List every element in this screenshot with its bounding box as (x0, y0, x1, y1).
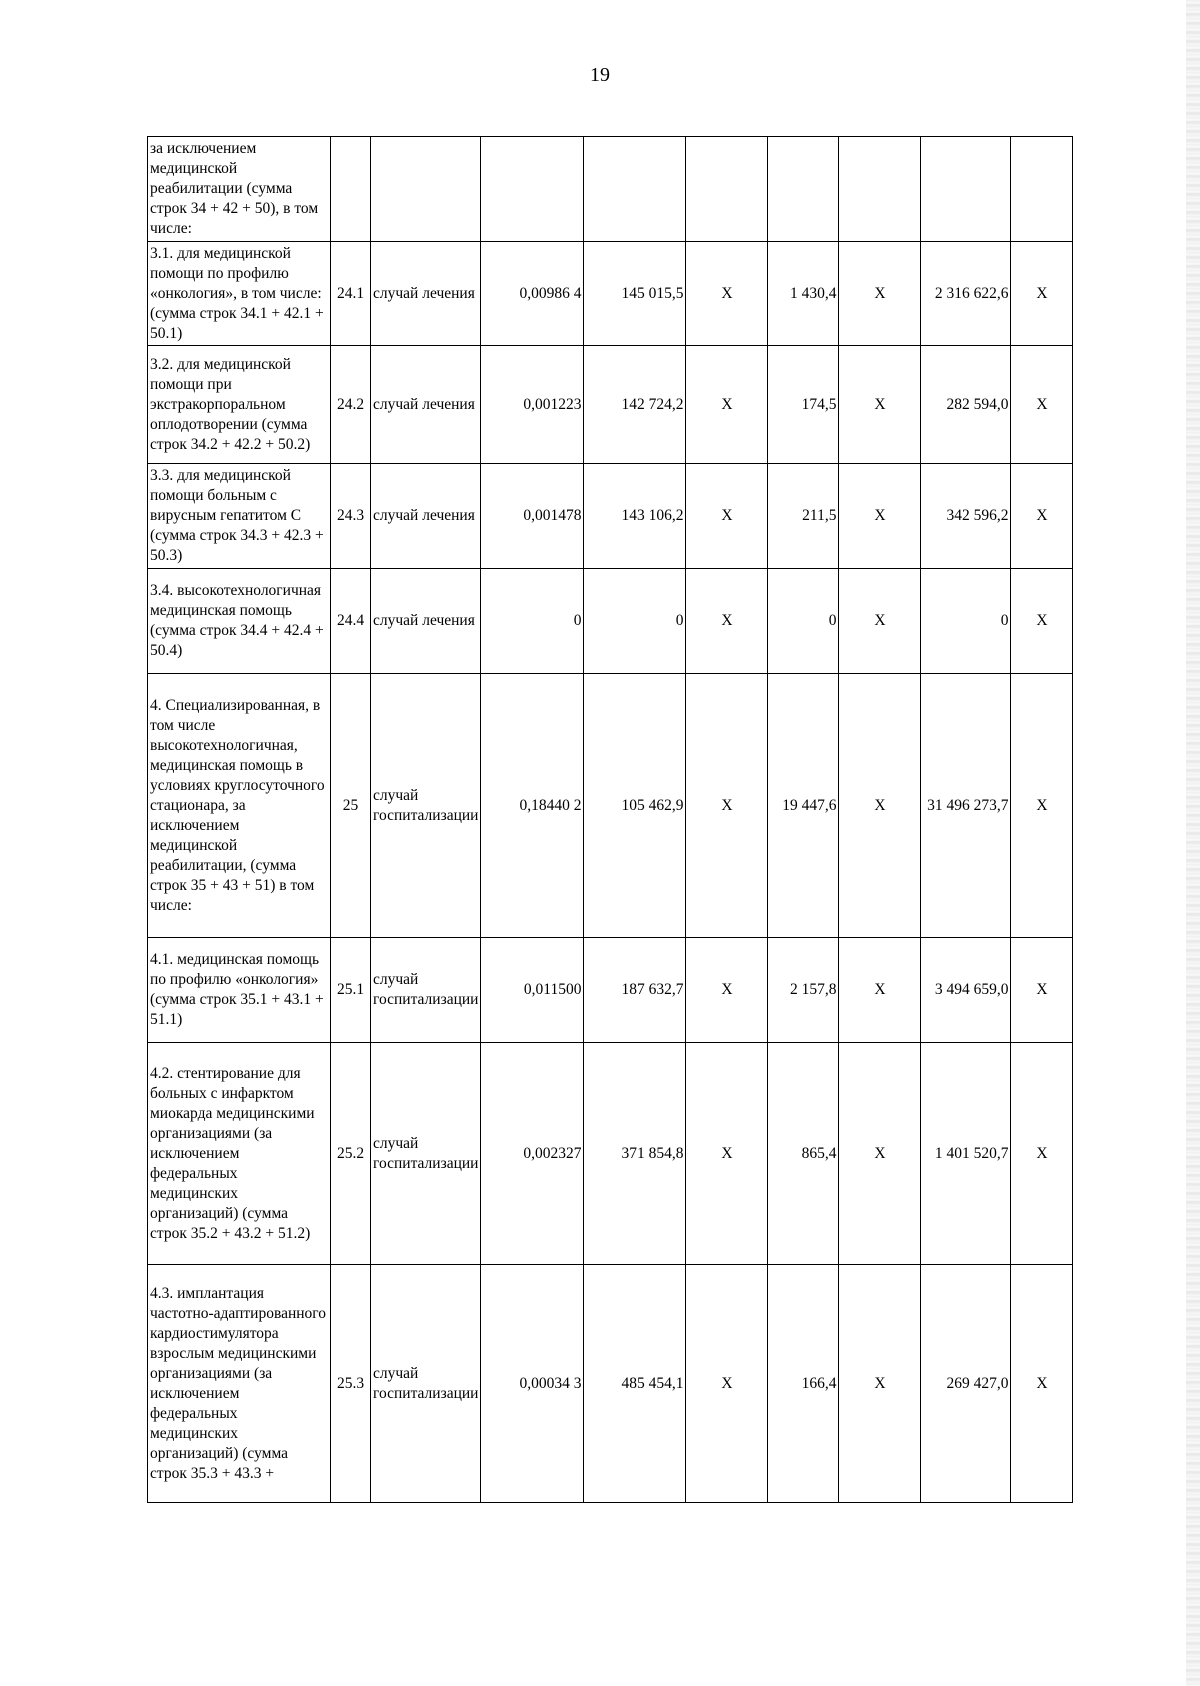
row-cost-cell: 145 015,5 (584, 242, 686, 346)
row-cost-cell: 187 632,7 (584, 938, 686, 1043)
table-row (148, 346, 1073, 464)
row-x1-cell: X (686, 1043, 768, 1265)
row-volume-cell: 1 430,4 (768, 242, 839, 346)
row-x1-cell: X (686, 938, 768, 1043)
table-row (148, 137, 1073, 242)
row-volume-cell (768, 137, 839, 242)
table-body (148, 137, 1073, 1503)
row-x3-cell: X (1011, 674, 1073, 938)
row-name-cell: 3.4. высокотехнологичная медицинская помощь (сумма строк 34.4 + 42.4 + 50.4) (148, 569, 331, 674)
row-x2-cell: X (839, 242, 921, 346)
row-name-cell: 3.1. для медицинской помощи по профилю «онкология», в том числе: (сумма строк 34.1 + 42.1 + 50.1) (148, 242, 331, 346)
row-x2-cell: X (839, 346, 921, 464)
row-code-cell: 24.4 (331, 569, 371, 674)
row-cost-cell: 142 724,2 (584, 346, 686, 464)
row-norm-cell: 0,001478 (481, 464, 584, 569)
row-x2-cell: X (839, 674, 921, 938)
row-total-cell: 1 401 520,7 (921, 1043, 1011, 1265)
row-x3-cell: X (1011, 464, 1073, 569)
row-name-cell: 3.2. для медицинской помощи при экстракорпоральном оплодотворении (сумма строк 34.2 + 42.2 + 50.2) (148, 346, 331, 464)
row-unit-cell: случай госпитализации (371, 1043, 481, 1265)
row-x1-cell (686, 137, 768, 242)
row-unit-cell: случай госпитализации (371, 938, 481, 1043)
row-norm-cell: 0,011500 (481, 938, 584, 1043)
table-row (148, 242, 1073, 346)
row-x1-cell: X (686, 346, 768, 464)
row-name-cell: 4. Специализированная, в том числе высокотехнологичная, медицинская помощь в условиях круглосуточного стационара, за исключением медицинской реабилитации, (сумма строк 35 + 43 + 51) в том числе: (148, 674, 331, 938)
row-x1-cell: X (686, 569, 768, 674)
row-unit-cell: случай лечения (371, 242, 481, 346)
row-unit-cell: случай госпитализации (371, 1265, 481, 1503)
row-x1-cell: X (686, 464, 768, 569)
row-total-cell: 0 (921, 569, 1011, 674)
row-norm-cell: 0 (481, 569, 584, 674)
row-unit-cell: случай лечения (371, 569, 481, 674)
row-total-cell: 342 596,2 (921, 464, 1011, 569)
row-x3-cell: X (1011, 242, 1073, 346)
row-norm-cell: 0,00034 3 (481, 1265, 584, 1503)
row-cost-cell: 105 462,9 (584, 674, 686, 938)
row-name-cell: 3.3. для медицинской помощи больным с вирусным гепатитом С (сумма строк 34.3 + 42.3 + 50.3) (148, 464, 331, 569)
row-norm-cell: 0,001223 (481, 346, 584, 464)
row-code-cell: 25.1 (331, 938, 371, 1043)
row-volume-cell: 865,4 (768, 1043, 839, 1265)
row-total-cell: 282 594,0 (921, 346, 1011, 464)
row-code-cell: 24.3 (331, 464, 371, 569)
row-name-cell: 4.3. имплантация частотно-адаптированного кардиостимулятора взрослым медицинскими организациями (за исключением федеральных медицинских организаций) (сумма строк 35.3 + 43.3 + (148, 1265, 331, 1503)
row-x2-cell (839, 137, 921, 242)
row-name-cell: 4.2. стентирование для больных с инфарктом миокарда медицинскими организациями (за исключением федеральных медицинских организаций) (сумма строк 35.2 + 43.2 + 51.2) (148, 1043, 331, 1265)
row-norm-cell (481, 137, 584, 242)
row-x2-cell: X (839, 569, 921, 674)
row-x3-cell (1011, 137, 1073, 242)
row-total-cell: 3 494 659,0 (921, 938, 1011, 1043)
row-x1-cell: X (686, 1265, 768, 1503)
table-row (148, 674, 1073, 938)
row-norm-cell: 0,002327 (481, 1043, 584, 1265)
row-norm-cell: 0,00986 4 (481, 242, 584, 346)
table-row (148, 1265, 1073, 1503)
table-row (148, 569, 1073, 674)
row-code-cell: 24.1 (331, 242, 371, 346)
table-row (148, 464, 1073, 569)
row-cost-cell (584, 137, 686, 242)
scan-edge (1186, 0, 1200, 1686)
row-cost-cell: 143 106,2 (584, 464, 686, 569)
row-total-cell: 269 427,0 (921, 1265, 1011, 1503)
row-code-cell: 25.3 (331, 1265, 371, 1503)
row-name-cell: 4.1. медицинская помощь по профилю «онкология» (сумма строк 35.1 + 43.1 + 51.1) (148, 938, 331, 1043)
table-row (148, 1043, 1073, 1265)
row-x3-cell: X (1011, 569, 1073, 674)
row-x3-cell: X (1011, 1265, 1073, 1503)
row-volume-cell: 174,5 (768, 346, 839, 464)
row-x1-cell: X (686, 242, 768, 346)
row-code-cell (331, 137, 371, 242)
data-table (147, 136, 1073, 1503)
row-total-cell: 2 316 622,6 (921, 242, 1011, 346)
row-volume-cell: 166,4 (768, 1265, 839, 1503)
row-volume-cell: 2 157,8 (768, 938, 839, 1043)
row-unit-cell: случай госпитализации (371, 674, 481, 938)
page-number: 19 (590, 64, 610, 86)
row-x1-cell: X (686, 674, 768, 938)
row-volume-cell: 19 447,6 (768, 674, 839, 938)
row-unit-cell: случай лечения (371, 346, 481, 464)
row-cost-cell: 485 454,1 (584, 1265, 686, 1503)
row-x3-cell: X (1011, 346, 1073, 464)
row-x3-cell: X (1011, 1043, 1073, 1265)
row-x3-cell: X (1011, 938, 1073, 1043)
row-total-cell: 31 496 273,7 (921, 674, 1011, 938)
row-total-cell (921, 137, 1011, 242)
row-norm-cell: 0,18440 2 (481, 674, 584, 938)
row-cost-cell: 0 (584, 569, 686, 674)
row-code-cell: 24.2 (331, 346, 371, 464)
row-x2-cell: X (839, 938, 921, 1043)
row-name-cell: за исключением медицинской реабилитации (сумма строк 34 + 42 + 50), в том числе: (148, 137, 331, 242)
row-x2-cell: X (839, 464, 921, 569)
row-x2-cell: X (839, 1265, 921, 1503)
row-volume-cell: 0 (768, 569, 839, 674)
row-code-cell: 25.2 (331, 1043, 371, 1265)
row-volume-cell: 211,5 (768, 464, 839, 569)
row-x2-cell: X (839, 1043, 921, 1265)
row-unit-cell (371, 137, 481, 242)
row-cost-cell: 371 854,8 (584, 1043, 686, 1265)
table-row (148, 938, 1073, 1043)
row-unit-cell: случай лечения (371, 464, 481, 569)
row-code-cell: 25 (331, 674, 371, 938)
